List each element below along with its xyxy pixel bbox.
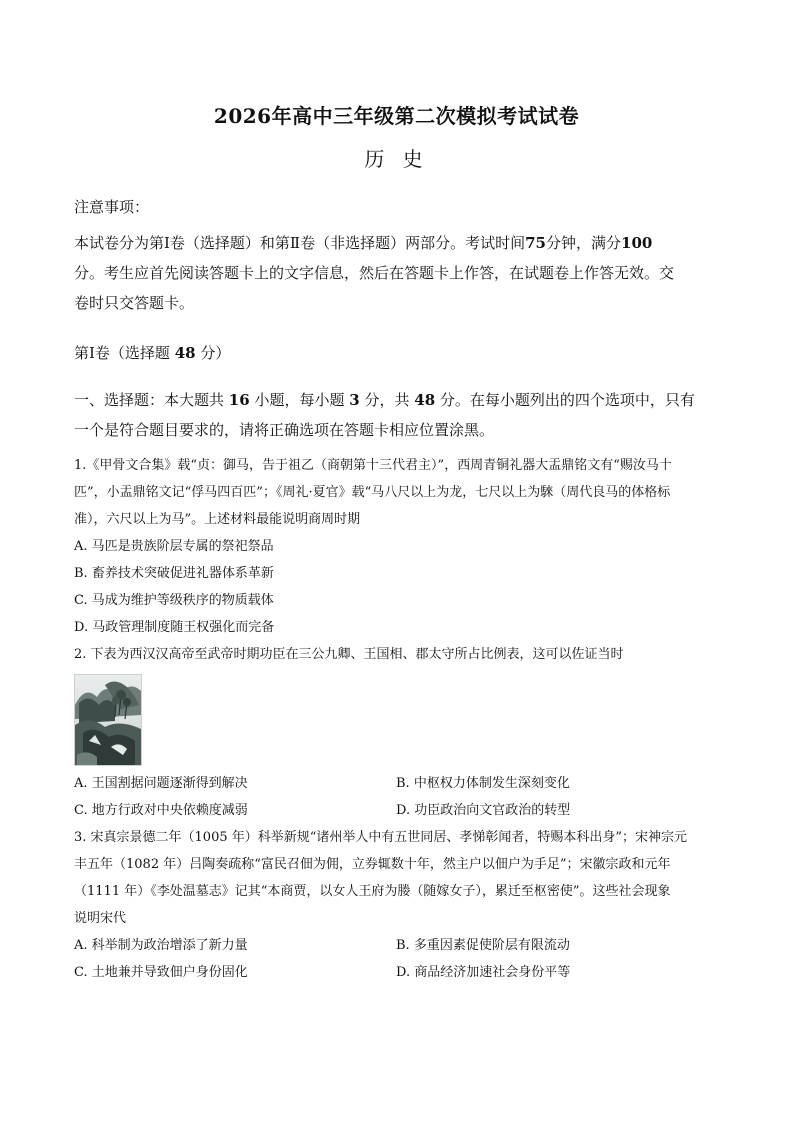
q2-option-b: B. 中枢权力体制发生深刻变化: [396, 776, 570, 791]
question-3-stem: 3. 宋真宗景德二年（1005 年）科举新规“诸州举人中有五世同居、孝悌彰闻者，特赐本科出身”；宋神宗元 丰五年（1082 年）吕陶奏疏称“富民召佃为佣，立券辄数十年，然主户以佃户为手足”；宋徽宗政和元年 （1111 年）《李处温墓志》记其“本商贾，以女人王府为媵（随嫁女子），累迁至枢密使”。这些社会现象 说明宋代: [74, 830, 688, 926]
notice-body: [74, 228, 724, 318]
q2-options-row-2: [74, 797, 724, 824]
section-heading: 第Ⅰ卷（选择题 48 分）: [74, 344, 231, 362]
q3-options-row-1: [74, 932, 724, 959]
q1-option-d: D. 马政管理制度随王权强化而完备: [74, 620, 275, 635]
q2-option-d: D. 功臣政治向文官政治的转型: [396, 803, 571, 818]
landscape-painting-graphic: [75, 675, 141, 765]
q2-options-row-1: [74, 770, 724, 797]
q2-option-a: A. 王国割据问题逐渐得到解决: [74, 776, 248, 791]
q3-option-b: B. 多重因素促使阶层有限流动: [396, 938, 570, 953]
exam-subject: 历 史: [364, 147, 429, 171]
notice-line-2: 分。考生应首先阅读答题卡上的文字信息，然后在答题卡上作答，在试题卷上作答无效。交: [74, 264, 675, 282]
q1-option-c: C. 马成为维护等级秩序的物质载体: [74, 593, 274, 608]
exam-title: 2026年高中三年级第二次模拟考试试卷: [213, 104, 580, 128]
q3-option-a: A. 科举制为政治增添了新力量: [74, 938, 248, 953]
q1-option-b: B. 畜养技术突破促进礼器体系革新: [74, 566, 274, 581]
q3-options-row-2: [74, 959, 724, 986]
q1-option-a: A. 马匹是贵族阶层专属的祭祀祭品: [74, 539, 274, 554]
question-2-stem: 2. 下表为西汉汉高帝至武帝时期功臣在三公九卿、王国相、郡太守所占比例表，这可以佐证当时: [74, 647, 624, 662]
notice-line-1: 本试卷分为第Ⅰ卷（选择题）和第Ⅱ卷（非选择题）两部分。考试时间75分钟，满分100: [74, 234, 653, 252]
landscape-painting-image: [74, 674, 142, 766]
part-line-2: 一个是符合题目要求的，请将正确选项在答题卡相应位置涂黑。: [74, 421, 495, 439]
q3-option-d: D. 商品经济加速社会身份平等: [396, 965, 571, 980]
part-line-1: 一、选择题：本大题共 16 小题，每小题 3 分，共 48 分。在每小题列出的四个选项中，只有: [74, 391, 695, 409]
notice-line-3: 卷时只交答题卡。: [74, 294, 195, 312]
q3-option-c: C. 土地兼并导致佃户身份固化: [74, 965, 248, 980]
question-1-stem: 1.《甲骨文合集》载“贞：御马，告于祖乙（商朝第十三代君主）”，西周青铜礼器大盂鼎铭文有“赐汝马十 匹”，小盂鼎铭文记“俘马四百匹”；《周礼·夏官》载“马八尺以上为龙，七尺以上为騋（周代良马的体格标 准），六尺以上为马”。上述材料最能说明商周时期: [74, 458, 672, 527]
part-instructions: [74, 385, 724, 445]
q2-option-c: C. 地方行政对中央依赖度减弱: [74, 803, 248, 818]
notice-heading: 注意事项：: [74, 198, 150, 216]
